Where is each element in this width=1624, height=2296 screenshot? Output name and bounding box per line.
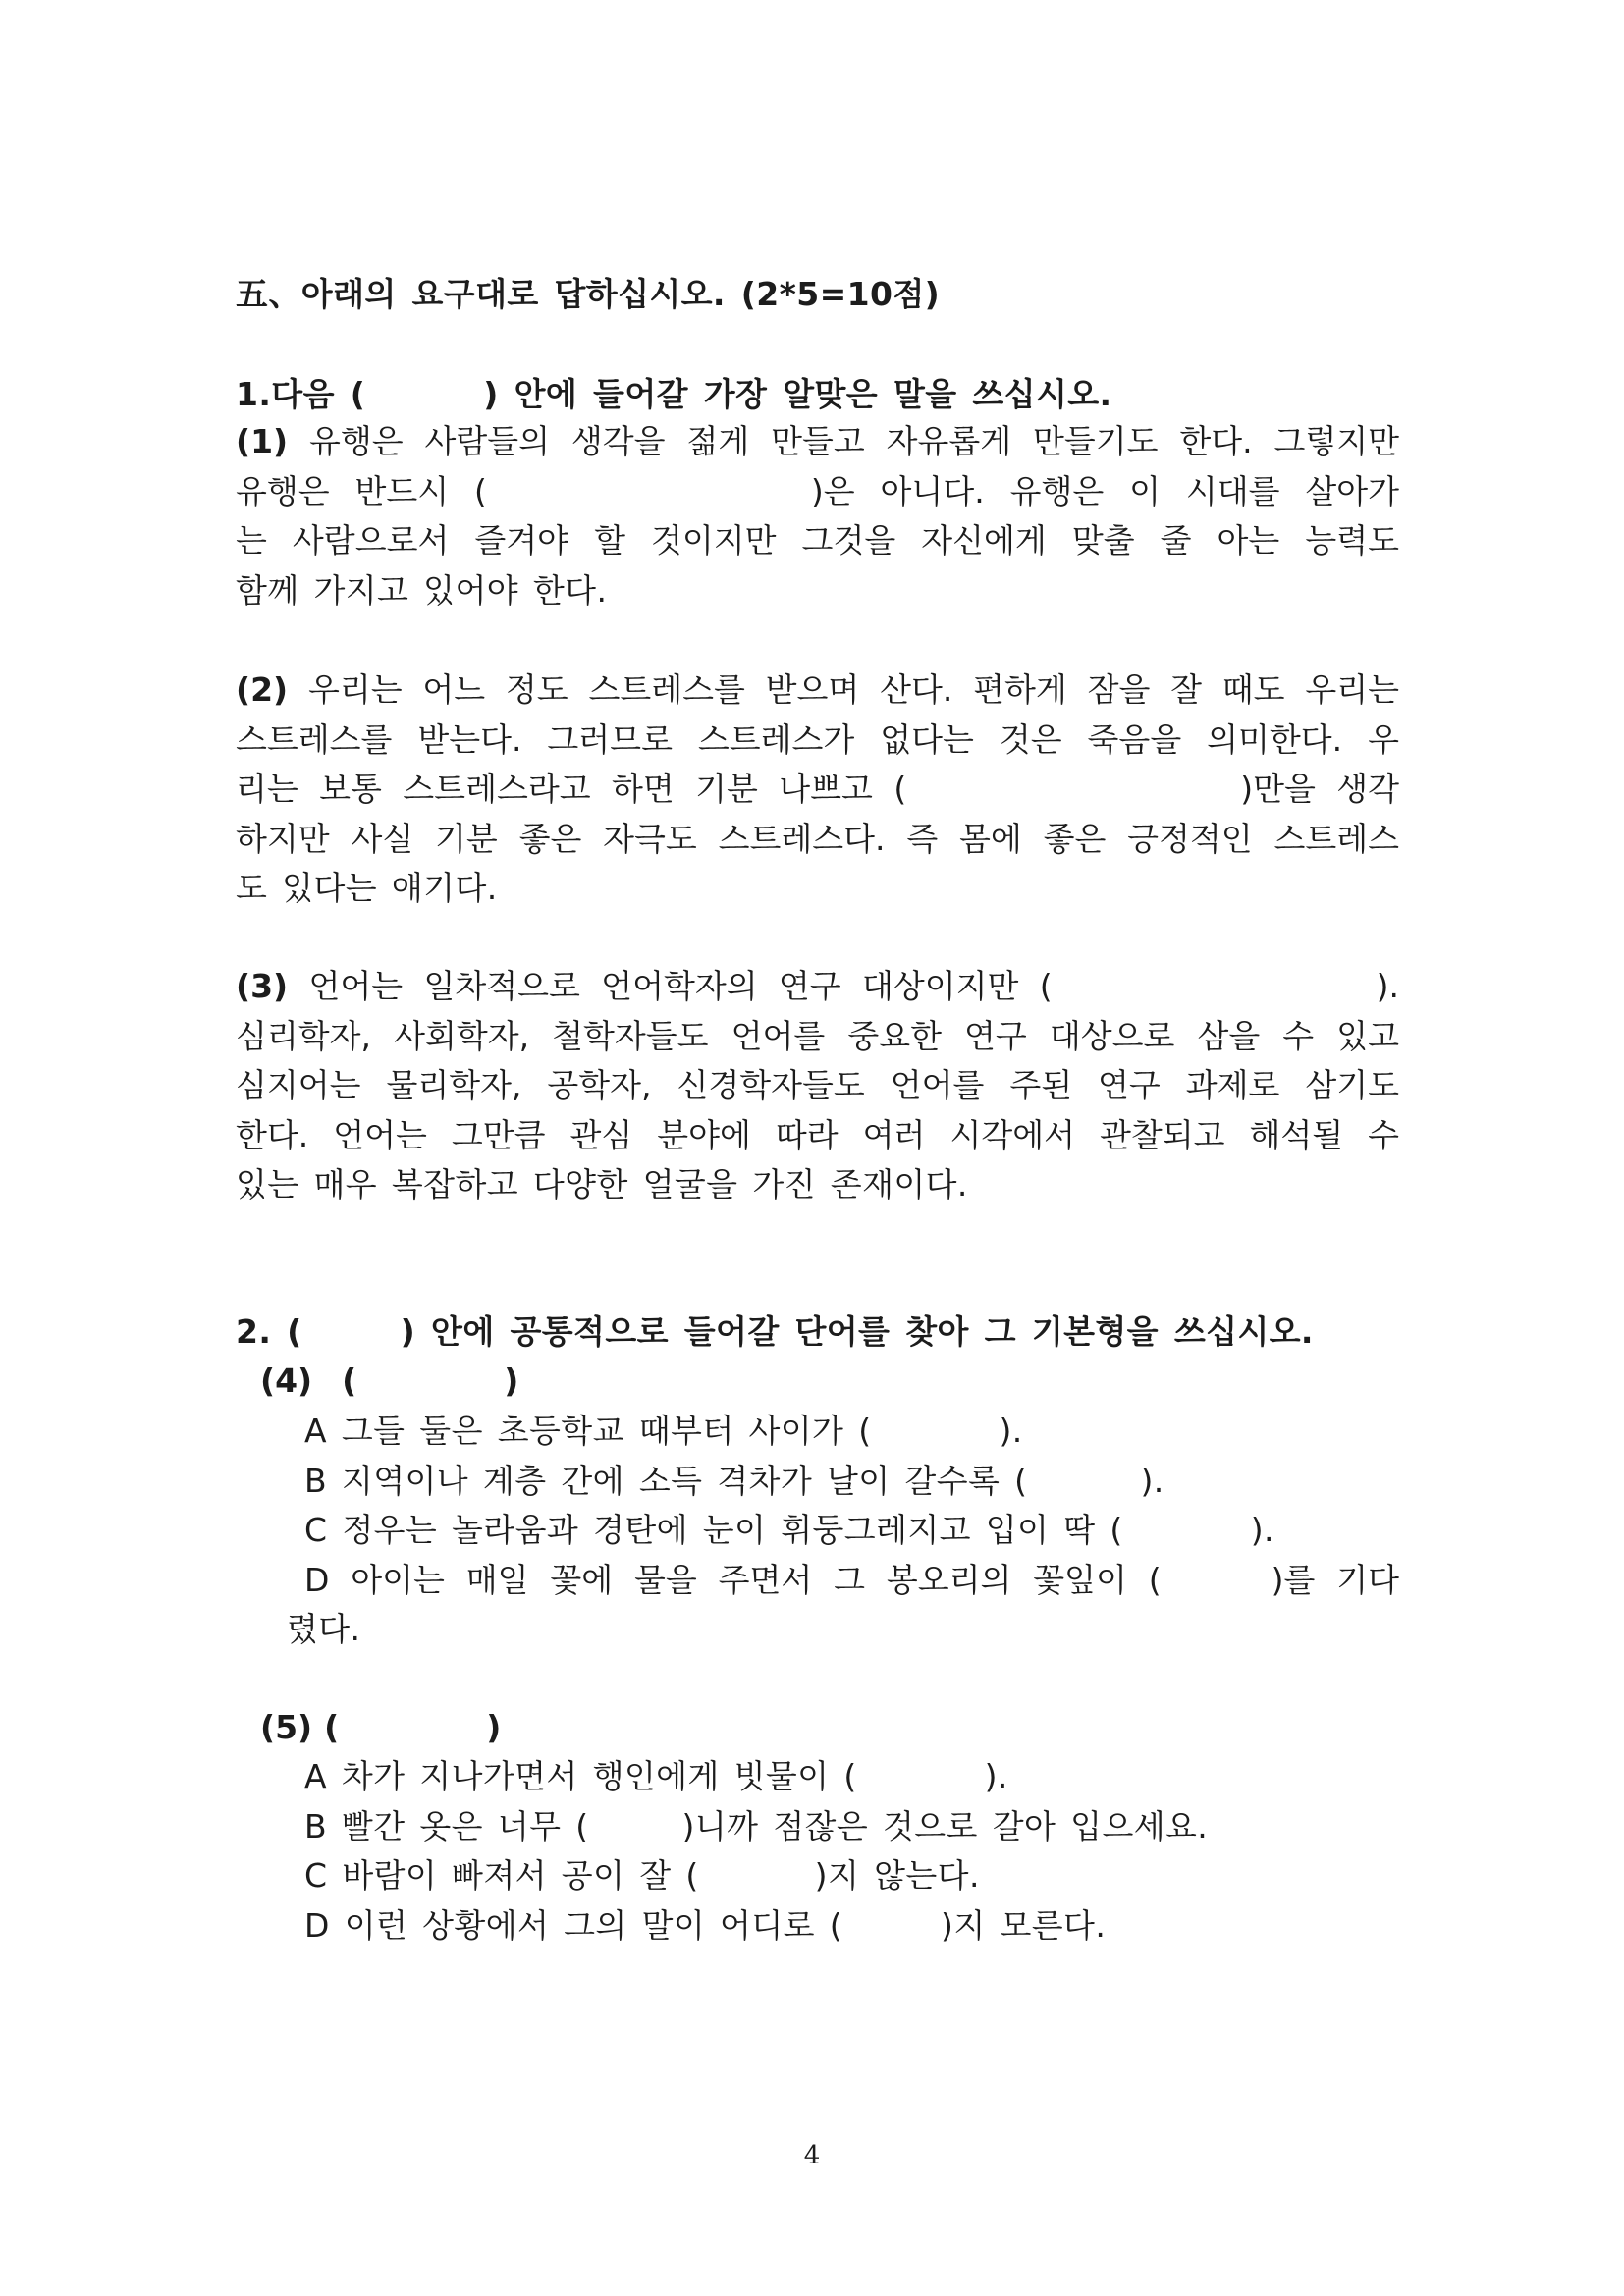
item-text: )니까 점잖은 것으로 갈아 입으세요. (681, 1806, 1209, 1845)
item-text: B 빨간 옷은 너무 ( (304, 1806, 589, 1845)
item-text: ). (984, 1757, 1008, 1795)
page-number: 4 (803, 2141, 821, 2170)
text-line (236, 765, 1399, 815)
answer-blank (699, 1886, 815, 1887)
question-number: (4) (260, 1362, 313, 1400)
text-line (236, 1111, 1399, 1161)
choice-item (287, 1556, 1399, 1606)
choice-item-continuation (287, 1605, 1399, 1655)
text-line (236, 417, 1399, 467)
line-text: 는 사람으로서 즐겨야 할 것이지만 그것을 자신에게 맞출 줄 아는 능력도 (236, 521, 1399, 560)
line-text: 심리학자, 사회학자, 철학자들도 언어를 중요한 연구 대상으로 삼을 수 있고 (236, 1016, 1399, 1055)
answer-blank (871, 1441, 999, 1442)
line-text: )만을 생각 (1240, 770, 1399, 808)
paren-open: ( (324, 1708, 340, 1746)
line-text: 언어는 일차적으로 언어학자의 연구 대상이지만 ( (308, 967, 1053, 1005)
answer-blank (1162, 1590, 1272, 1591)
heading-text: 2. ( (236, 1312, 302, 1351)
choice-item (287, 1506, 1399, 1556)
choice-item (287, 1851, 1399, 1901)
line-text: ). (1376, 967, 1399, 1005)
text-line (236, 1061, 1399, 1111)
answer-blank (906, 799, 1240, 800)
item-text: ). (1140, 1461, 1164, 1500)
answer-blank (356, 1391, 504, 1392)
answer-blank (339, 1737, 486, 1738)
question-heading-2 (236, 1308, 1399, 1358)
item-text: ). (999, 1412, 1023, 1450)
line-text: 심지어는 물리학자, 공학자, 신경학자들도 언어를 주된 연구 과제로 삼기도 (236, 1066, 1399, 1104)
item-text: )를 기다 (1271, 1560, 1399, 1599)
text-line (236, 1012, 1399, 1062)
item-text: )지 않는다. (814, 1856, 980, 1895)
answer-blank (1053, 996, 1377, 997)
choice-item (287, 1901, 1399, 1951)
question-number: (2) (236, 670, 289, 709)
line-text: 리는 보통 스트레스라고 하면 기분 나쁘고 ( (236, 770, 907, 808)
line-text: 하지만 사실 기분 좋은 자극도 스트레스다. 즉 몸에 좋은 긍정적인 스트레스 (236, 819, 1399, 858)
question-number: (1) (236, 422, 289, 460)
answer-blank (1027, 1491, 1140, 1492)
question-number: (5) (260, 1708, 313, 1746)
text-line (236, 467, 1399, 517)
item-text: D 이런 상황에서 그의 말이 어디로 ( (304, 1905, 843, 1945)
heading-text: 1.다음 ( (236, 375, 366, 413)
question-number: (3) (236, 967, 289, 1005)
answer-blank (842, 1936, 941, 1937)
paren-open: ( (342, 1362, 357, 1400)
answer-blank (302, 1342, 401, 1343)
choice-item (287, 1802, 1399, 1852)
paren-close: ) (486, 1708, 502, 1746)
item-text: A 차가 지나가면서 행인에게 빗물이 ( (304, 1757, 857, 1795)
answer-blank (589, 1837, 682, 1838)
text-line (236, 962, 1399, 1012)
question-1-paragraph (236, 417, 1399, 615)
item-text: C 정우는 놀라움과 경탄에 눈이 휘둥그레지고 입이 딱 ( (304, 1511, 1123, 1549)
item-text: B 지역이나 계층 간에 소득 격차가 날이 갈수록 ( (304, 1461, 1028, 1500)
question-4-items (287, 1407, 1399, 1655)
question-3-paragraph (236, 962, 1399, 1210)
section-title: 五、아래의 요구대로 답하십시오. (2*5=10점) (236, 275, 941, 313)
line-text: 우리는 어느 정도 스트레스를 받으며 산다. 편하게 잠을 잘 때도 우리는 (307, 670, 1399, 709)
answer-blank (365, 404, 483, 405)
item-text: A 그들 둘은 초등학교 때부터 사이가 ( (304, 1412, 872, 1450)
text-line (236, 566, 1399, 616)
text-line (236, 864, 1399, 914)
item-text: )지 모른다. (941, 1905, 1107, 1945)
paren-close: ) (504, 1362, 519, 1400)
line-text: 있는 매우 복잡하고 다양한 얼굴을 가진 존재이다. (236, 1165, 968, 1203)
heading-text: ) 안에 들어갈 가장 알맞은 말을 쓰십시오. (483, 375, 1112, 413)
text-line (236, 815, 1399, 865)
question-2-paragraph (236, 666, 1399, 914)
question-5-items (287, 1752, 1399, 1950)
item-text: D 아이는 매일 꽃에 물을 주면서 그 봉오리의 꽃잎이 ( (304, 1560, 1162, 1599)
choice-item (287, 1407, 1399, 1457)
choice-item (287, 1752, 1399, 1802)
line-text: 유행은 반드시 ( (236, 471, 487, 510)
line-text: 한다. 언어는 그만큼 관심 분야에 따라 여러 시각에서 관찰되고 해석될 수 (236, 1115, 1399, 1154)
question-4-header (260, 1357, 518, 1407)
text-line (236, 716, 1399, 766)
answer-blank (1123, 1540, 1251, 1541)
choice-item (287, 1457, 1399, 1507)
item-text: ). (1250, 1511, 1274, 1549)
line-text: 도 있다는 얘기다. (236, 869, 498, 907)
line-text: 유행은 사람들의 생각을 젊게 만들고 자유롭게 만들기도 한다. 그렇지만 (309, 422, 1399, 460)
line-text: )은 아니다. 유행은 이 시대를 살아가 (810, 471, 1400, 510)
line-text: 함께 가지고 있어야 한다. (236, 570, 608, 610)
text-line (236, 1160, 1399, 1210)
question-heading-1 (236, 370, 1399, 420)
question-5-header (260, 1703, 501, 1753)
line-text: 스트레스를 받는다. 그러므로 스트레스가 없다는 것은 죽음을 의미한다. 우 (236, 720, 1399, 759)
answer-blank (487, 502, 811, 503)
text-line (236, 516, 1399, 566)
item-text: 렸다. (287, 1610, 361, 1648)
item-text: C 바람이 빠져서 공이 잘 ( (304, 1856, 699, 1895)
answer-blank (857, 1787, 985, 1788)
text-line (236, 666, 1399, 716)
heading-text: ) 안에 공통적으로 들어갈 단어를 찾아 그 기본형을 쓰십시오. (400, 1312, 1314, 1351)
